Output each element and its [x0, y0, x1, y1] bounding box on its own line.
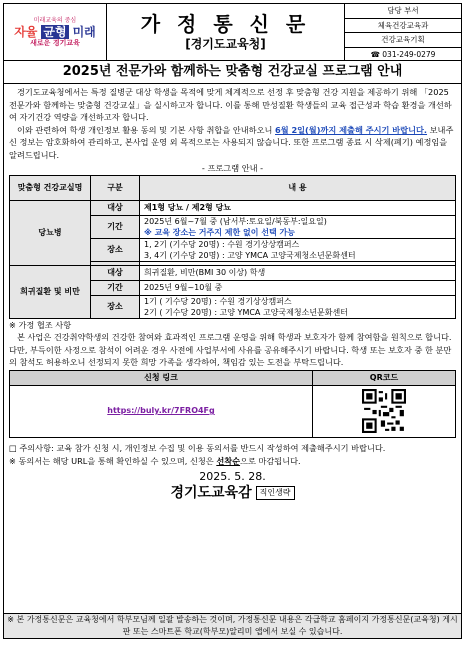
- sender-block: [9, 484, 456, 502]
- program-name: 희귀질환 및 비만: [10, 265, 91, 318]
- venue-line: 3, 4기 (기수당 20명) : 고양 YMCA 고양국제청소년문화센터: [144, 250, 356, 260]
- logo-word-3: 미래: [72, 24, 96, 39]
- contact-phone: ☎ 031-249-0279: [370, 49, 436, 59]
- qr-cell: [313, 385, 456, 437]
- office-logo: [4, 4, 106, 60]
- qr-code-icon[interactable]: [362, 389, 406, 433]
- table-header: 구분: [91, 175, 140, 200]
- row-label: 대상: [91, 265, 140, 280]
- issue-date: 2025. 5. 28.: [199, 470, 266, 484]
- note-emphasis: 선착순: [216, 455, 241, 466]
- link-header: 신청 링크: [10, 370, 313, 385]
- row-value: 희귀질환, 비만(BMI 30 이상) 학생: [140, 265, 456, 280]
- note-consent: □ 주의사항: 교육 참가 신청 시, 개인정보 수집 및 이용 동의서를 반드시 작성하여 제출해주시기 바랍니다.: [9, 442, 386, 453]
- intro-paragraph-1: 경기도교육청에서는 특정 질병군 대상 학생을 목적에 맞게 체계적으로 선정 후 맞춤형 건강 지원을 제공하기 위해 「2025 전문가와 함께하는 맞춤형 건강교실」을 실시하고자 합니다. 이를 통해 만성질환 학생들의 교육 접근성과 학습 환경을 개선하여 자기건강 역량을 개선하고자 합니다.: [9, 87, 452, 123]
- note-text: ※ 동의서는 해당 URL을 통해 확인하실 수 있으며, 신청은: [9, 455, 217, 466]
- row-value: [140, 295, 456, 318]
- logo-tagline: 미래교육의 중심: [33, 16, 77, 24]
- row-value: 제1형 당뇨 / 제2형 당뇨: [140, 200, 456, 215]
- logo-word-1: 자율: [14, 24, 38, 39]
- venue-line: 1기 ( 기수당 20명) : 수원 경기상상캠퍼스: [144, 296, 292, 306]
- period-text: 2025년 6월~7월 중 (남서부:토요일/북동부:일요일): [144, 216, 327, 226]
- intro-text: 이와 관련하여 학생 개인정보 활용 동의 및 기본 사항 취합을 안내하오니: [17, 124, 275, 135]
- table-header: 맞춤형 건강교실명: [10, 175, 91, 200]
- row-label: 장소: [91, 238, 140, 261]
- link-cell: [10, 385, 313, 437]
- page-title: 가 정 통 신 문: [140, 12, 311, 36]
- signup-table: [9, 370, 456, 438]
- note-text: 으로 마감됩니다.: [240, 455, 301, 466]
- seal-omitted-stamp: 직인생략: [256, 486, 295, 500]
- deadline-highlight: 6월 2일(월)까지 제출해 주시기 바랍니다.: [275, 124, 428, 135]
- content: [4, 84, 461, 502]
- table-header: 내 용: [140, 175, 456, 200]
- intro-paragraph-2: [9, 124, 456, 162]
- row-label: 대상: [91, 200, 140, 215]
- program-table: [9, 175, 456, 319]
- row-label: 기간: [91, 280, 140, 295]
- row-value: [140, 238, 456, 261]
- title-block: [106, 4, 345, 60]
- row-value: 2025년 9월~10월 중: [140, 280, 456, 295]
- qr-header: QR코드: [313, 370, 456, 385]
- row-label: 장소: [91, 295, 140, 318]
- cooperation-text: 본 사업은 건강취약학생의 건강한 참여와 효과적인 프로그램 운영을 위해 학생과 보호자가 함께 참여함을 원칙으로 합니다. 다만, 부득이한 사정으로 참석이 어려운 경우 사전에 사업부서에 사유를 공유해주시기 바랍니다. 학생 또는 보호자 중 한 분만의 참석도 허용하오니 선정되지 못한 희망 가족을 생각하여, 책임감 있는 도전을 부탁드립니다.: [9, 332, 452, 368]
- contact-box: [345, 4, 461, 60]
- logo-word-2: 균형: [43, 24, 67, 39]
- page-subtitle: [경기도교육청]: [185, 37, 266, 51]
- period-note: ※ 교육 장소는 거주지 제한 없이 선택 가능: [144, 227, 295, 237]
- signup-link[interactable]: https://buly.kr/7FRO4Fg: [107, 406, 215, 416]
- logo-slogan: 새로운 경기교육: [30, 38, 80, 47]
- intro-text: 보내주신 정보는 암호화하여 관리하고, 본사업 운영 외 목적으로는 사용되지 않습니다. 또한 프로그램 종료 시 삭제(폐기) 예정임을 알려드립니다.: [9, 124, 454, 160]
- row-label: 기간: [91, 215, 140, 238]
- notes-section: [9, 442, 456, 467]
- cooperation-title: ※ 가정 협조 사항: [9, 319, 72, 330]
- header: [4, 4, 461, 61]
- sender-name: 경기도교육감: [170, 485, 252, 502]
- contact-line: 담당 부서: [345, 4, 461, 19]
- logo-mark: [12, 25, 98, 39]
- footer-notice: ※ 본 가정통신문은 교육청에서 학부모님께 일괄 발송하는 것이며, 가정통신문 내용은 각급학교 홈페이지 가정통신문(교육청) 게시판 또는 스마트폰 학교(학부모)알리미 앱에서 보실 수 있습니다.: [4, 613, 461, 638]
- contact-line: 건강교육기획: [345, 33, 461, 48]
- venue-line: 1, 2기 (기수당 20명) : 수원 경기상상캠퍼스: [144, 239, 300, 249]
- cooperation-section: [9, 319, 456, 369]
- program-name: 당뇨병: [10, 200, 91, 265]
- row-value: [140, 215, 456, 238]
- note-first-come: [9, 455, 456, 468]
- venue-line: 2기 ( 기수당 20명) : 고양 YMCA 고양국제청소년문화센터: [144, 307, 348, 317]
- newsletter-page: [3, 3, 462, 639]
- headline: 2025년 전문가와 함께하는 맞춤형 건강교실 프로그램 안내: [4, 61, 461, 84]
- program-caption: - 프로그램 안내 -: [201, 162, 264, 173]
- contact-line: 체육건강교육과: [345, 19, 461, 34]
